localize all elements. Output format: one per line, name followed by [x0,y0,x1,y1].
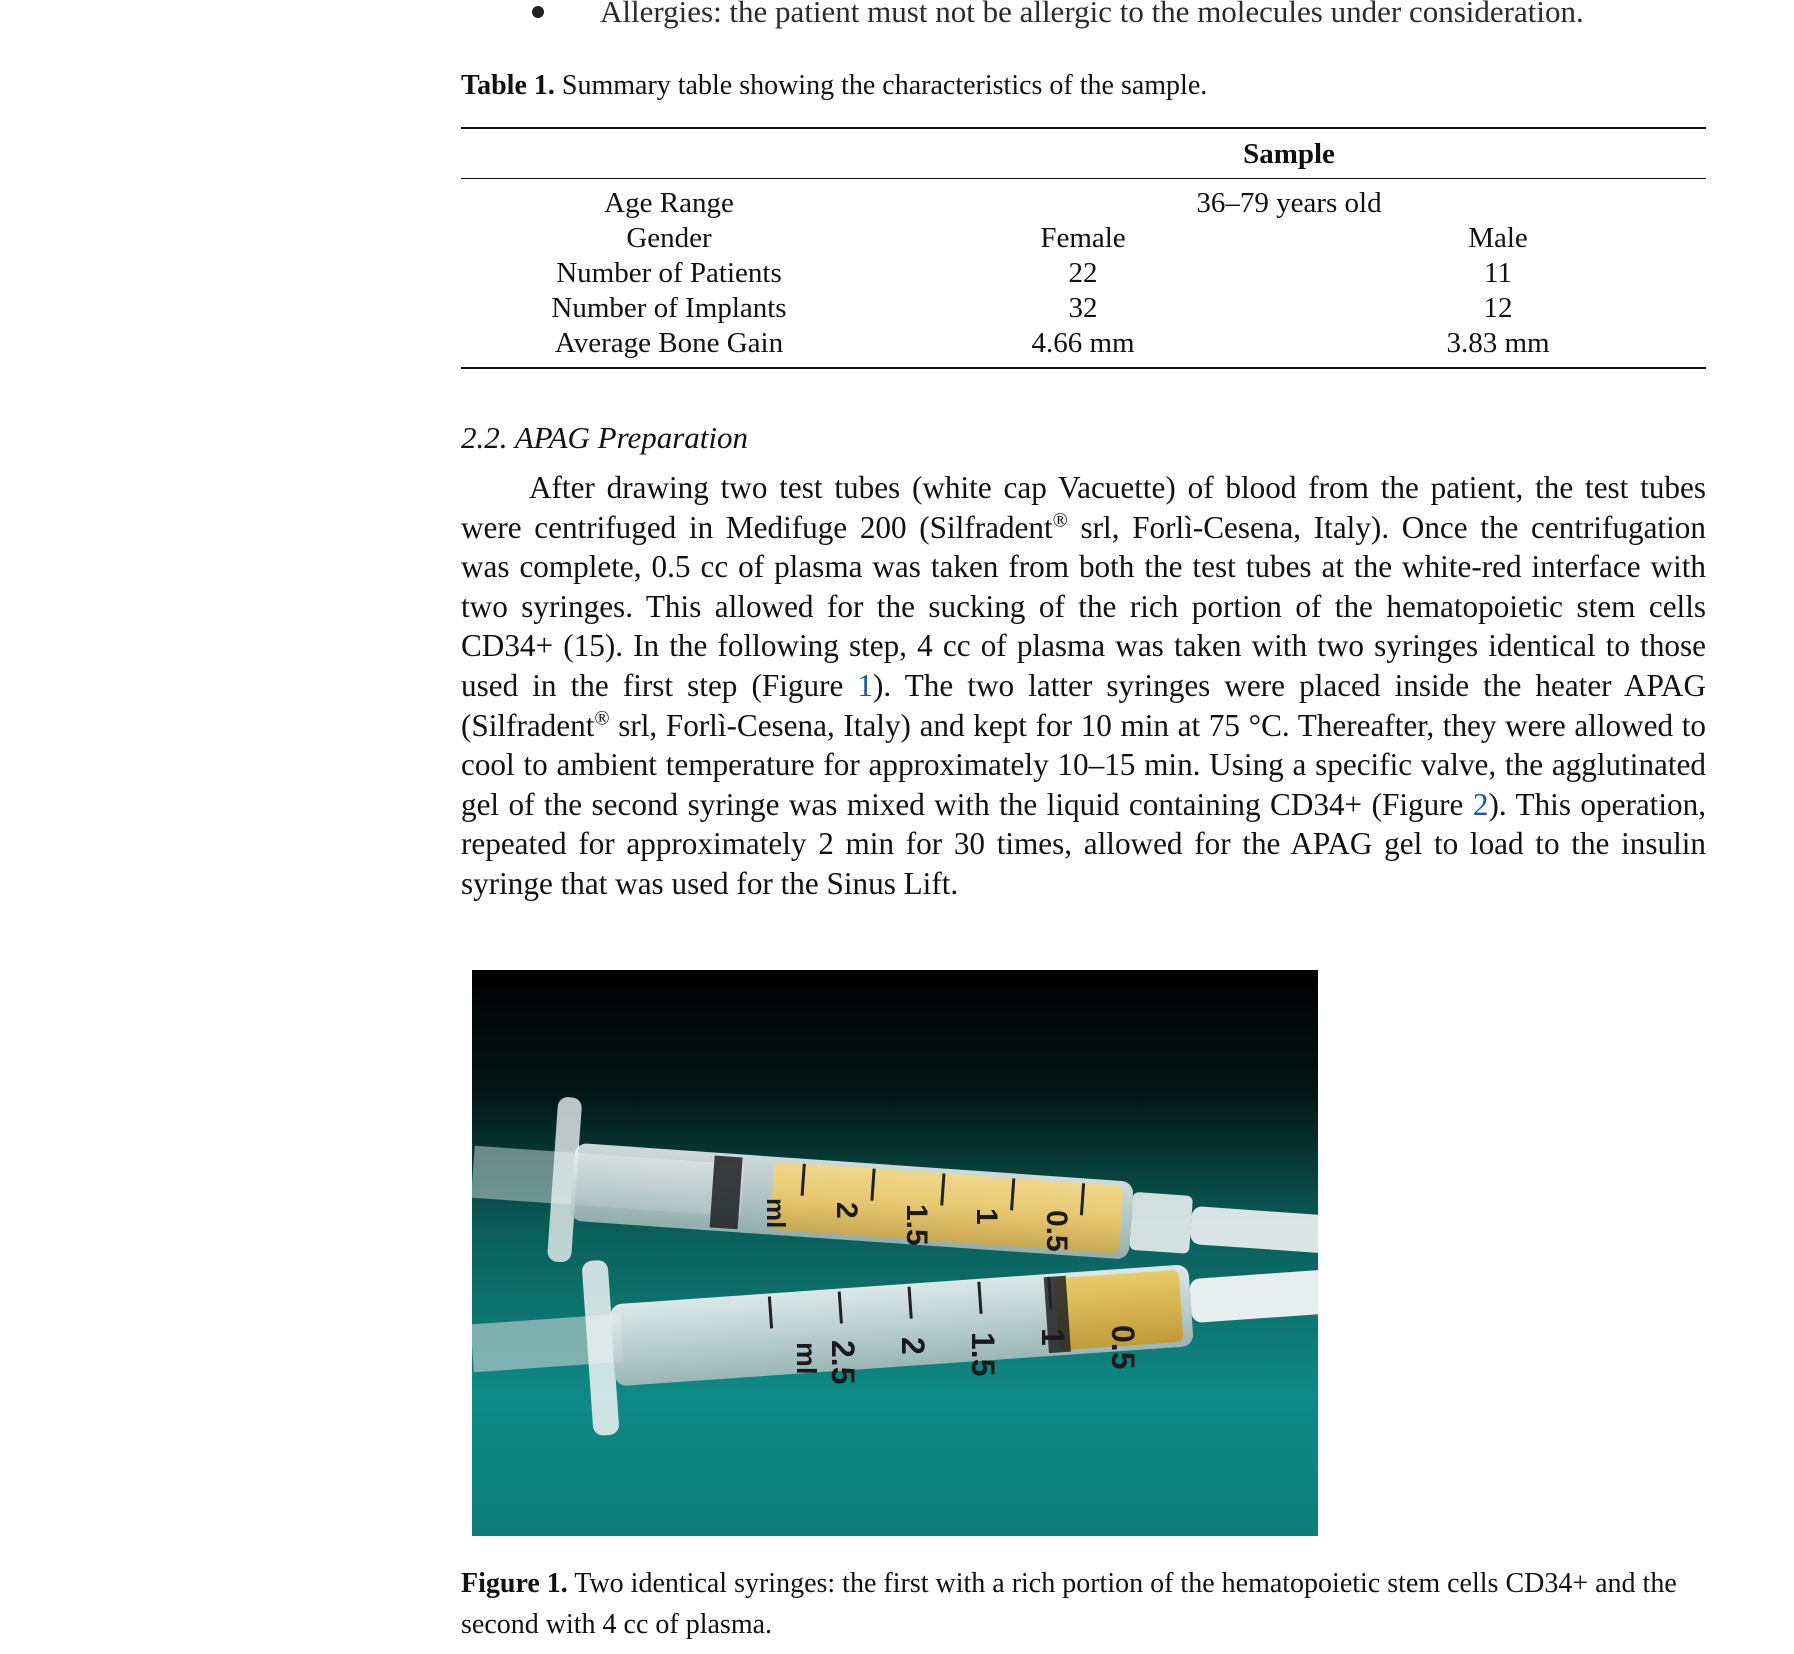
figure-2-link[interactable]: 2 [1472,786,1489,822]
syringe-label: 2 [830,1202,863,1219]
figure-1-link[interactable]: 1 [857,667,874,703]
figure-caption-label: Figure 1. [461,1568,568,1599]
table-rule-top [461,127,1706,129]
table-row-label: Number of Implants [551,292,787,324]
table-header-sample: Sample [1243,138,1335,170]
table-cell-male: 3.83 mm [1446,327,1550,359]
table-rule-mid [461,178,1706,179]
table-caption [461,70,1207,102]
table-cell-male: Male [1468,222,1528,254]
table-row-label: Age Range [604,187,734,219]
table-cell-female: 22 [1068,257,1098,289]
table-rule-bottom [461,367,1706,369]
syringe-label: ml [761,1198,791,1229]
table-caption-label: Table 1. [461,70,555,101]
figure-1-photo [472,970,1318,1536]
syringe-label: 0.5 [1105,1325,1141,1370]
syringe-label: 2 [895,1337,931,1355]
table-caption-text: Summary table showing the characteristics of the sample. [554,70,1208,101]
table-cell-female: 32 [1068,292,1098,324]
section-heading: 2.2. APAG Preparation [461,420,749,455]
syringe-label: 0.5 [1040,1210,1073,1252]
table-row-label: Gender [626,222,712,254]
table-cell-age-span: 36–79 years old [1196,187,1382,219]
registered-mark: ® [594,707,610,730]
bullet-item: Allergies: the patient must not be allergic to the molecules under consideration. [600,0,1584,29]
table-row-label: Average Bone Gain [554,327,784,359]
syringe-label: 2.5 [825,1340,861,1385]
table-cell-female: Female [1040,222,1126,254]
syringe-label: 1.5 [900,1204,933,1246]
syringe-label: 1.5 [965,1332,1001,1377]
syringe-label: 1 [970,1208,1003,1225]
figure-caption-text: Two identical syringes: the first with a rich portion of the hematopoietic stem cells CD34+ and the second with 4 cc of plasma. [461,1568,1677,1640]
table-cell-male: 12 [1483,292,1513,324]
syringe-label: 1 [1035,1328,1071,1346]
table-cell-male: 11 [1484,257,1512,289]
table-row-label: Number of Patients [556,257,782,289]
table-cell-female: 4.66 mm [1031,327,1135,359]
syringe-label: ml [791,1342,822,1375]
registered-mark: ® [1052,509,1068,532]
figure-caption [461,1563,1706,1645]
bullet-dot [532,6,544,18]
body-paragraph: After drawing two test tubes (white cap Vacuette) of blood from the patient, the test tubes were centrifuged in Medifuge 200 (Silfradent® srl, Forlì-Cesena, Italy). Once the centrifugation was complete, 0.5 cc of plasma was taken from both the test tubes at the white-red interface with two syringes. This allowed for the sucking of the rich portion of the hematopoietic stem cells CD34+ (15). In the following step, 4 cc of plasma was taken with two syringes identical to those used in the first step (Figure 1). The two latter syringes were placed inside the heater APAG (Silfradent® srl, Forlì-Cesena, Italy) and kept for 10 min at 75 °C. Thereafter, they were allowed to cool to ambient temperature for approximately 10–15 min. Using a specific valve, the agglutinated gel of the second syringe was mixed with the liquid containing CD34+ (Figure 2). This operation, repeated for approximately 2 min for 30 times, allowed for the APAG gel to load to the insulin syringe that was used for the Sinus Lift. [461,470,1707,901]
